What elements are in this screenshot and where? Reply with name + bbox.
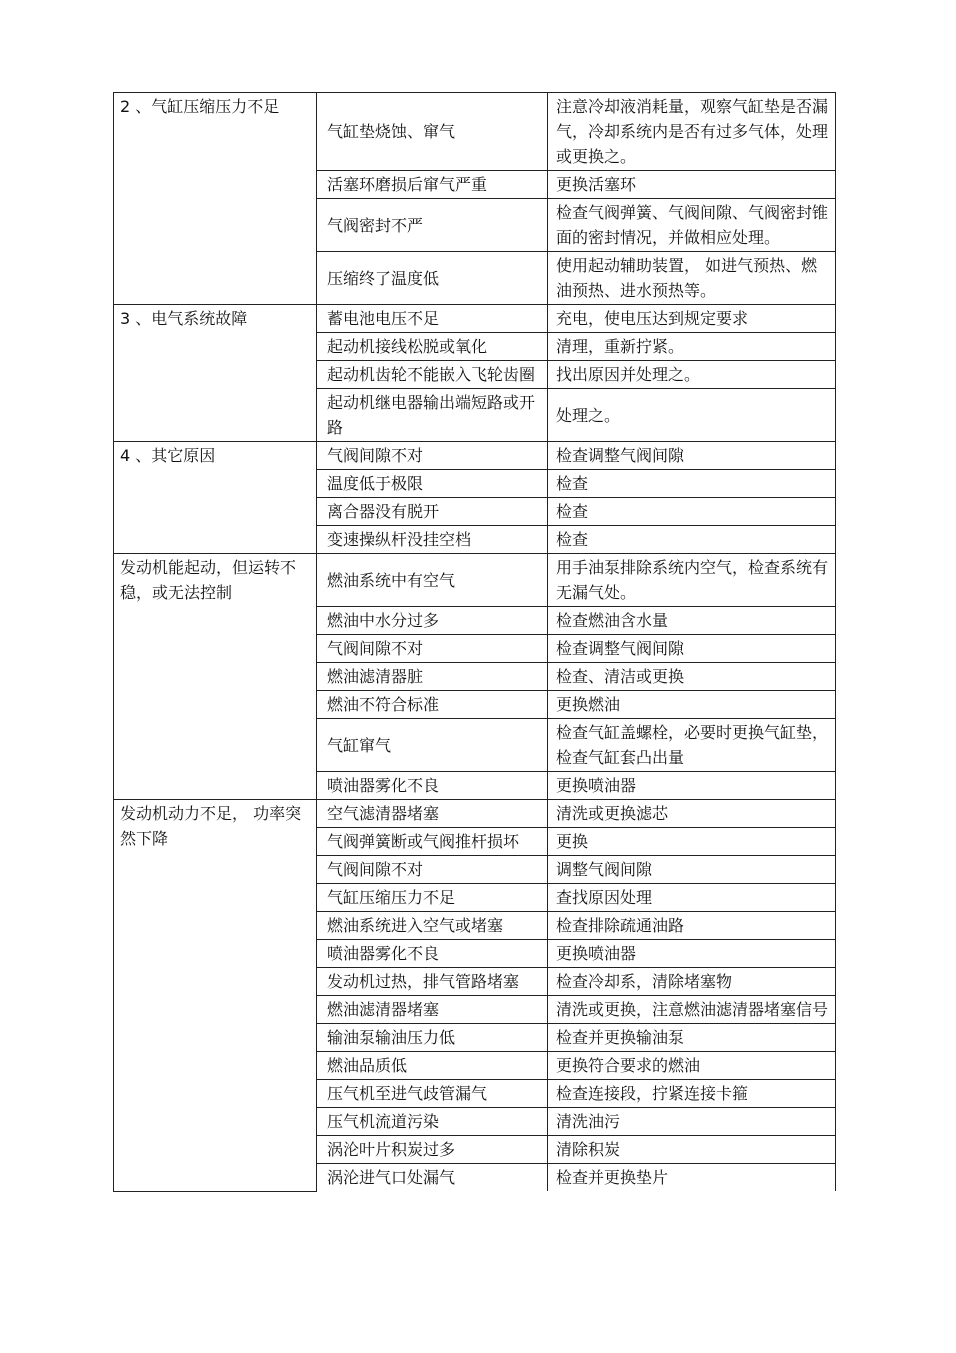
fault-reason-cell: 气阀间隙不对 xyxy=(317,635,548,663)
fault-cause-cell: 4 、其它原因 xyxy=(114,442,317,554)
table-row xyxy=(114,93,836,171)
fault-reason-cell: 起动机齿轮不能嵌入飞轮齿圈 xyxy=(317,361,548,389)
fault-reason-cell: 温度低于极限 xyxy=(317,470,548,498)
fault-reason-cell: 气阀间隙不对 xyxy=(317,856,548,884)
fault-reason-cell: 燃油系统进入空气或堵塞 xyxy=(317,912,548,940)
fault-reason-cell: 压气机流道污染 xyxy=(317,1108,548,1136)
remedy-cell: 检查 xyxy=(548,470,836,498)
fault-reason-cell: 发动机过热，排气管路堵塞 xyxy=(317,968,548,996)
fault-reason-cell: 燃油滤清器堵塞 xyxy=(317,996,548,1024)
remedy-cell: 检查 xyxy=(548,526,836,554)
fault-reason-cell: 燃油系统中有空气 xyxy=(317,554,548,607)
remedy-cell: 检查调整气阀间隙 xyxy=(548,442,836,470)
remedy-cell: 检查排除疏通油路 xyxy=(548,912,836,940)
fault-reason-cell: 喷油器雾化不良 xyxy=(317,772,548,800)
remedy-cell: 检查、清洁或更换 xyxy=(548,663,836,691)
remedy-cell: 清理，重新拧紧。 xyxy=(548,333,836,361)
remedy-cell: 注意冷却液消耗量，观察气缸垫是否漏气，冷却系统内是否有过多气体，处理或更换之。 xyxy=(548,93,836,171)
fault-reason-cell: 气阀密封不严 xyxy=(317,199,548,252)
fault-reason-cell: 燃油不符合标准 xyxy=(317,691,548,719)
remedy-cell: 调整气阀间隙 xyxy=(548,856,836,884)
table-row xyxy=(114,442,836,470)
fault-reason-cell: 气缸垫烧蚀、窜气 xyxy=(317,93,548,171)
remedy-cell: 检查燃油含水量 xyxy=(548,607,836,635)
fault-cause-cell: 3 、电气系统故障 xyxy=(114,305,317,442)
remedy-cell: 清洗或更换滤芯 xyxy=(548,800,836,828)
fault-reason-cell: 燃油中水分过多 xyxy=(317,607,548,635)
remedy-cell: 清洗油污 xyxy=(548,1108,836,1136)
remedy-cell: 充电，使电压达到规定要求 xyxy=(548,305,836,333)
remedy-cell: 更换喷油器 xyxy=(548,940,836,968)
remedy-cell: 更换符合要求的燃油 xyxy=(548,1052,836,1080)
remedy-cell: 清除积炭 xyxy=(548,1136,836,1164)
fault-reason-cell: 起动机继电器输出端短路或开路 xyxy=(317,389,548,442)
fault-cause-cell: 发动机能起动，但运转不稳，或无法控制 xyxy=(114,554,317,800)
fault-reason-cell: 气阀弹簧断或气阀推杆损坏 xyxy=(317,828,548,856)
remedy-cell: 找出原因并处理之。 xyxy=(548,361,836,389)
troubleshooting-table xyxy=(113,92,836,1192)
remedy-cell: 检查并更换输油泵 xyxy=(548,1024,836,1052)
fault-reason-cell: 空气滤清器堵塞 xyxy=(317,800,548,828)
fault-reason-cell: 燃油滤清器脏 xyxy=(317,663,548,691)
fault-reason-cell: 蓄电池电压不足 xyxy=(317,305,548,333)
fault-reason-cell: 离合器没有脱开 xyxy=(317,498,548,526)
remedy-cell: 检查冷却系，清除堵塞物 xyxy=(548,968,836,996)
fault-reason-cell: 压气机至进气歧管漏气 xyxy=(317,1080,548,1108)
fault-cause-cell: 发动机动力不足， 功率突然下降 xyxy=(114,800,317,1192)
remedy-cell: 查找原因处理 xyxy=(548,884,836,912)
fault-reason-cell: 活塞环磨损后窜气严重 xyxy=(317,171,548,199)
fault-reason-cell: 输油泵输油压力低 xyxy=(317,1024,548,1052)
fault-reason-cell: 气缸窜气 xyxy=(317,719,548,772)
remedy-cell: 检查 xyxy=(548,498,836,526)
remedy-cell: 检查气阀弹簧、气阀间隙、气阀密封锥面的密封情况，并做相应处理。 xyxy=(548,199,836,252)
table-row xyxy=(114,305,836,333)
remedy-cell: 检查气缸盖螺栓，必要时更换气缸垫，检查气缸套凸出量 xyxy=(548,719,836,772)
remedy-cell: 检查调整气阀间隙 xyxy=(548,635,836,663)
remedy-cell: 更换 xyxy=(548,828,836,856)
fault-reason-cell: 燃油品质低 xyxy=(317,1052,548,1080)
remedy-cell: 检查连接段，拧紧连接卡箍 xyxy=(548,1080,836,1108)
table-row xyxy=(114,800,836,828)
table-body xyxy=(114,93,836,1192)
fault-reason-cell: 气缸压缩压力不足 xyxy=(317,884,548,912)
remedy-cell: 更换活塞环 xyxy=(548,171,836,199)
fault-reason-cell: 压缩终了温度低 xyxy=(317,252,548,305)
fault-reason-cell: 变速操纵杆没挂空档 xyxy=(317,526,548,554)
remedy-cell: 更换燃油 xyxy=(548,691,836,719)
table-row xyxy=(114,554,836,607)
remedy-cell: 用手油泵排除系统内空气，检查系统有无漏气处。 xyxy=(548,554,836,607)
remedy-cell: 处理之。 xyxy=(548,389,836,442)
remedy-cell: 检查并更换垫片 xyxy=(548,1164,836,1192)
remedy-cell: 清洗或更换，注意燃油滤清器堵塞信号 xyxy=(548,996,836,1024)
fault-reason-cell: 涡沦叶片积炭过多 xyxy=(317,1136,548,1164)
fault-reason-cell: 涡沦进气口处漏气 xyxy=(317,1164,548,1192)
fault-reason-cell: 气阀间隙不对 xyxy=(317,442,548,470)
fault-cause-cell: 2 、气缸压缩压力不足 xyxy=(114,93,317,305)
remedy-cell: 更换喷油器 xyxy=(548,772,836,800)
remedy-cell: 使用起动辅助装置， 如进气预热、燃油预热、进水预热等。 xyxy=(548,252,836,305)
fault-reason-cell: 起动机接线松脱或氧化 xyxy=(317,333,548,361)
fault-reason-cell: 喷油器雾化不良 xyxy=(317,940,548,968)
